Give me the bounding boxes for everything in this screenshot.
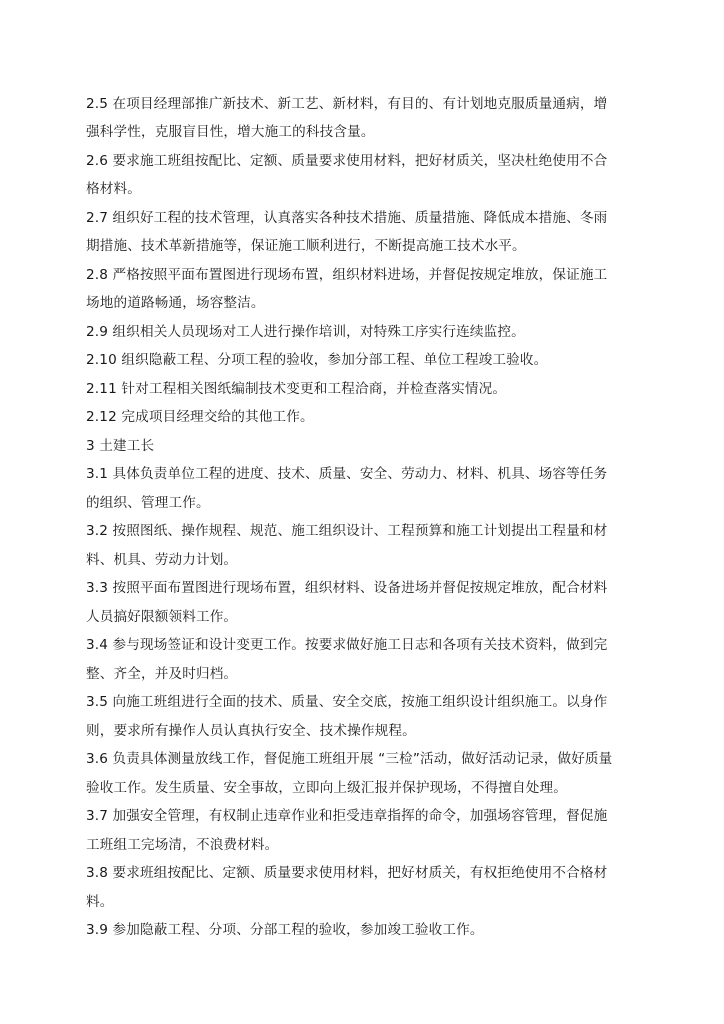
text-line: 2.9 组织相关人员现场对工人进行操作培训，对特殊工序实行连续监控。 bbox=[86, 324, 525, 340]
text-line: 人员搞好限额领料工作。 bbox=[86, 609, 238, 625]
text-line: 3.8 要求班组按配比、定额、质量要求使用材料，把好材质关，有权拒绝使用不合格材 bbox=[86, 865, 608, 881]
text-line: 2.12 完成项目经理交给的其他工作。 bbox=[86, 409, 314, 425]
section-heading: 3 土建工长 bbox=[86, 438, 155, 454]
text-line: 强科学性，克服盲目性，增大施工的科技含量。 bbox=[86, 124, 375, 140]
text-line: 格材料。 bbox=[86, 181, 141, 197]
text-line: 3.2 按照图纸、操作规程、规范、施工组织设计、工程预算和施工计划提出工程量和材 bbox=[86, 523, 608, 539]
text-line: 3.7 加强安全管理，有权制止违章作业和拒受违章指挥的命令，加强场容管理，督促施 bbox=[86, 808, 608, 824]
text-line: 2.7 组织好工程的技术管理，认真落实各种技术措施、质量措施、降低成本措施、冬雨 bbox=[86, 210, 608, 226]
text-line: 2.6 要求施工班组按配比、定额、质量要求使用材料，把好材质关，坚决杜绝使用不合 bbox=[86, 153, 608, 169]
text-line: 场地的道路畅通，场容整洁。 bbox=[86, 295, 265, 311]
text-line: 验收工作。发生质量、安全事故，立即向上级汇报并保护现场，不得擅自处理。 bbox=[86, 780, 568, 796]
text-line: 则，要求所有操作人员认真执行安全、技术操作规程。 bbox=[86, 723, 416, 739]
text-line: 工班组工完场清，不浪费材料。 bbox=[86, 837, 279, 853]
text-line: 料。 bbox=[86, 894, 114, 910]
text-line: 3.5 向施工班组进行全面的技术、质量、安全交底，按施工组织设计组织施工。以身作 bbox=[86, 694, 608, 710]
text-line: 3.6 负责具体测量放线工作，督促施工班组开展 “三检”活动，做好活动记录，做好质量 bbox=[86, 751, 613, 767]
text-line: 2.5 在项目经理部推广新技术、新工艺、新材料，有目的、有计划地克服质量通病，增 bbox=[86, 96, 608, 112]
text-line: 3.1 具体负责单位工程的进度、技术、质量、安全、劳动力、材料、机具、场容等任务 bbox=[86, 466, 608, 482]
text-line: 2.11 针对工程相关图纸编制技术变更和工程洽商，并检查落实情况。 bbox=[86, 381, 507, 397]
text-line: 整、齐全，并及时归档。 bbox=[86, 666, 238, 682]
text-line: 2.10 组织隐蔽工程、分项工程的验收，参加分部工程、单位工程竣工验收。 bbox=[86, 352, 548, 368]
text-line: 3.3 按照平面布置图进行现场布置，组织材料、设备进场并督促按规定堆放，配合材料 bbox=[86, 580, 608, 596]
text-line: 2.8 严格按照平面布置图进行现场布置，组织材料进场，并督促按规定堆放，保证施工 bbox=[86, 267, 608, 283]
text-line: 料、机具、劳动力计划。 bbox=[86, 552, 238, 568]
text-line: 期措施、技术革新措施等，保证施工顺利进行，不断提高施工技术水平。 bbox=[86, 238, 526, 254]
text-line: 3.4 参与现场签证和设计变更工作。按要求做好施工日志和各项有关技术资料，做到完 bbox=[86, 637, 608, 653]
text-line: 的组织、管理工作。 bbox=[86, 495, 210, 511]
text-line: 3.9 参加隐蔽工程、分项、分部工程的验收，参加竣工验收工作。 bbox=[86, 922, 484, 938]
